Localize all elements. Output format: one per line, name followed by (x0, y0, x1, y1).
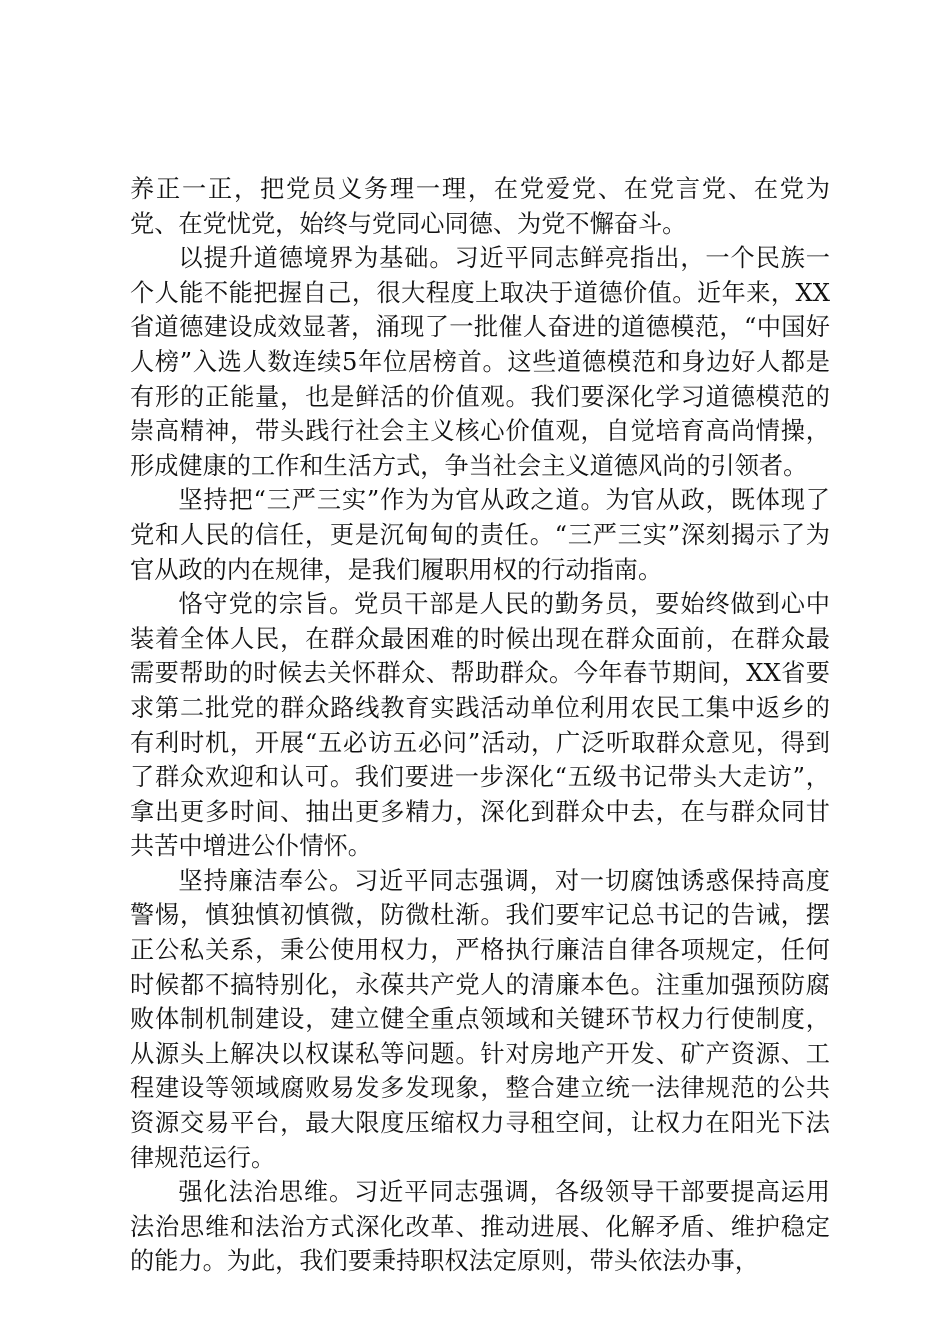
paragraph-continuation: 养正一正，把党员义务理一理，在党爱党、在党言党、在党为党、在党忧党，始终与党同心同德、为党不懈奋斗。 (130, 175, 830, 238)
paragraph-moral-realm: 以提升道德境界为基础。习近平同志鲜亮指出，一个民族一个人能不能把握自己，很大程度上取决于道德价值。近年来，XX省道德建设成效显著，涌现了一批催人奋进的道德模范，“中国好人榜”入选人数连续5年位居榜首。这些道德模范和身边好人都是有形的正能量，也是鲜活的价值观。我们要深化学习道德模范的崇高精神，带头践行社会主义核心价值观，自觉培育高尚情操，形成健康的工作和生活方式，争当社会主义道德风尚的引领者。 (130, 244, 830, 480)
paragraph-rule-of-law: 强化法治思维。习近平同志强调，各级领导干部要提高运用法治思维和法治方式深化改革、推动进展、化解矛盾、维护稳定的能力。为此，我们要秉持职权法定原则，带头依法办事， (130, 1178, 830, 1276)
paragraph-integrity: 坚持廉洁奉公。习近平同志强调，对一切腐蚀诱惑保持高度警惕，慎独慎初慎微，防微杜渐。我们要牢记总书记的告诫，摆正公私关系，秉公使用权力，严格执行廉洁自律各项规定，任何时候都不搞特别化，永葆共产党人的清廉本色。注重加强预防腐败体制机制建设，建立健全重点领域和关键环节权力行使制度，从源头上解决以权谋私等问题。针对房地产开发、矿产资源、工程建设等领域腐败易发多发现象，整合建立统一法律规范的公共资源交易平台，最大限度压缩权力寻租空间，让权力在阳光下法律规范运行。 (130, 866, 830, 1172)
paragraph-three-stricts: 坚持把“三严三实”作为为官从政之道。为官从政，既体现了党和人民的信任，更是沉甸甸的责任。“三严三实”深刻揭示了为官从政的内在规律，是我们履职用权的行动指南。 (130, 486, 830, 584)
document-body (130, 172, 830, 1279)
paragraph-party-purpose: 恪守党的宗旨。党员干部是人民的勤务员，要始终做到心中装着全体人民，在群众最困难的时候出现在群众面前，在群众最需要帮助的时候去关怀群众、帮助群众。今年春节期间，XX省要求第二批党的群众路线教育实践活动单位利用农民工集中返乡的有利时机，开展“五必访五必问”活动，广泛听取群众意见，得到了群众欢迎和认可。我们要进一步深化“五级书记带头大走访”，拿出更多时间、抽出更多精力，深化到群众中去，在与群众同甘共苦中增进公仆情怀。 (130, 590, 830, 861)
